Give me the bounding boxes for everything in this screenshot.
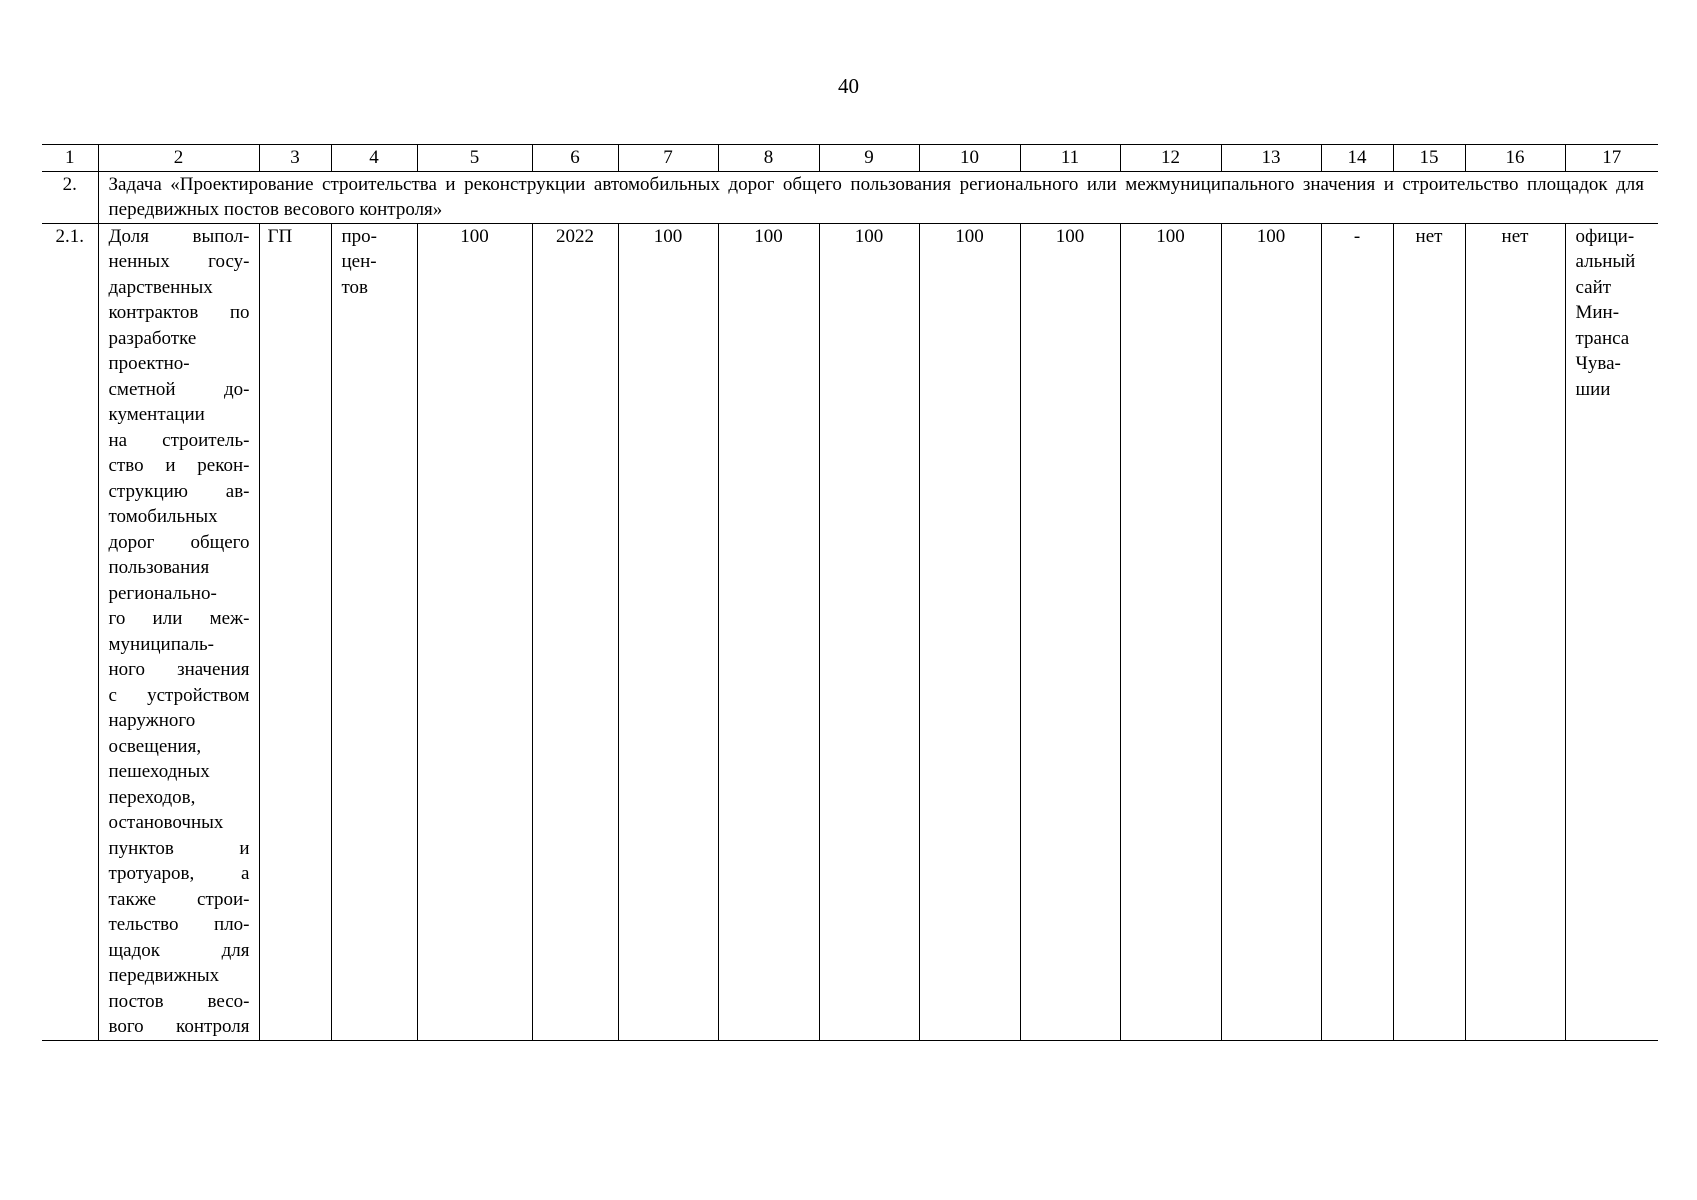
cell-text-line: тротуаров, а (108, 863, 250, 884)
cell-text-line: пунктов и (108, 837, 250, 859)
indicator-name (98, 223, 259, 1040)
value-cell: 100 (718, 223, 819, 1040)
cell-text-line: го или меж- (108, 608, 250, 629)
cell-text-line: пользования (108, 557, 210, 578)
cell-text-line: постов весо- (108, 990, 250, 1012)
value-cell: 100 (1120, 223, 1221, 1040)
row-number: 2.1. (42, 223, 98, 1040)
data-source (1565, 223, 1658, 1040)
value-cell: 100 (819, 223, 919, 1040)
column-number: 5 (417, 145, 532, 172)
cell-text-line: контрактов по (108, 302, 250, 323)
column-number: 11 (1020, 145, 1120, 172)
cell-text-line: струкцию ав- (108, 480, 250, 502)
cell-text-line: переходов, (108, 786, 196, 808)
responsibility-level: ГП (259, 223, 331, 1040)
cell-text-line: вого контроля (108, 1016, 250, 1037)
column-14-cell: - (1321, 223, 1393, 1040)
base-value: 100 (417, 223, 532, 1040)
column-number: 3 (259, 145, 331, 172)
cell-text-line: тов (341, 276, 369, 298)
column-number: 8 (718, 145, 819, 172)
column-number: 4 (331, 145, 417, 172)
cell-text-line: разработке (108, 327, 197, 349)
column-16-cell: нет (1465, 223, 1565, 1040)
cell-text-line: томобильных (108, 506, 218, 527)
column-number: 16 (1465, 145, 1565, 172)
cell-text-line: шии (1575, 378, 1611, 400)
value-cell: 100 (919, 223, 1020, 1040)
column-number: 13 (1221, 145, 1321, 172)
task-description: Задача «Проектирование строительства и реконструкции автомобильных дорог общего пользования регионального или межмуниципального значения и строительство площадок для передвижных постов весового контроля» (98, 171, 1658, 223)
cell-text-line: остановочных (108, 812, 224, 833)
cell-text-line: с устройством (108, 684, 250, 706)
cell-text-line: Чува- (1575, 353, 1621, 374)
cell-text-line: ного значения (108, 659, 250, 680)
value-cell: 100 (1020, 223, 1120, 1040)
cell-text-line: проектно- (108, 353, 190, 374)
cell-text-line: Доля выпол- (108, 225, 250, 247)
column-number: 1 (42, 145, 98, 172)
column-number: 17 (1565, 145, 1658, 172)
base-year: 2022 (532, 223, 618, 1040)
cell-text-line: также строи- (108, 888, 250, 910)
cell-text-line: тельство пло- (108, 914, 250, 935)
cell-text-line: пешеходных (108, 761, 210, 782)
column-number: 7 (618, 145, 718, 172)
task-number: 2. (42, 171, 98, 223)
cell-text-line: цен- (341, 251, 377, 272)
cell-text-line: альный (1575, 251, 1636, 272)
cell-text-line: освещения, (108, 735, 202, 757)
cell-text-line: передвижных (108, 965, 220, 986)
column-number: 12 (1120, 145, 1221, 172)
page-number: 40 (838, 74, 859, 98)
cell-text-line: муниципаль- (108, 633, 214, 655)
cell-text-line: ство и рекон- (108, 455, 250, 476)
cell-text-line: дарственных (108, 276, 213, 298)
unit-of-measure (331, 223, 417, 1040)
column-number: 14 (1321, 145, 1393, 172)
indicator-table (42, 144, 1658, 1041)
cell-text-line: наружного (108, 710, 196, 731)
cell-text-line: про- (341, 225, 377, 247)
cell-text-line: регионально- (108, 582, 217, 604)
table-row (42, 223, 1658, 1040)
cell-text-line: щадок для (108, 939, 250, 961)
value-cell: 100 (1221, 223, 1321, 1040)
cell-text-line: на строитель- (108, 429, 250, 451)
column-number-row (42, 145, 1658, 172)
column-15-cell: нет (1393, 223, 1465, 1040)
task-row (42, 171, 1658, 223)
column-number: 10 (919, 145, 1020, 172)
cell-text-line: дорог общего (108, 531, 250, 553)
cell-text-line: Мин- (1575, 302, 1620, 323)
cell-text-line: сметной до- (108, 378, 250, 400)
column-number: 2 (98, 145, 259, 172)
cell-text-line: ненных госу- (108, 251, 250, 272)
value-cell: 100 (618, 223, 718, 1040)
column-number: 15 (1393, 145, 1465, 172)
cell-text-line: транса (1575, 327, 1630, 349)
cell-text-line: кументации (108, 404, 205, 425)
cell-text-line: сайт (1575, 276, 1612, 298)
column-number: 9 (819, 145, 919, 172)
column-number: 6 (532, 145, 618, 172)
cell-text-line: офици- (1575, 225, 1635, 247)
